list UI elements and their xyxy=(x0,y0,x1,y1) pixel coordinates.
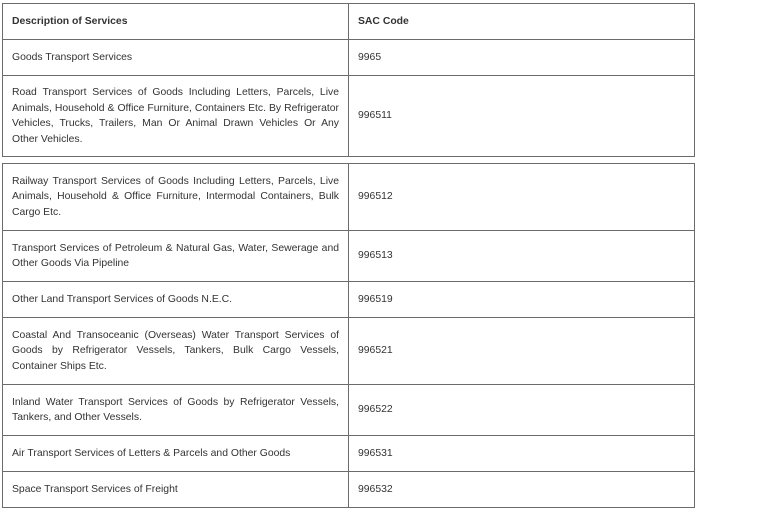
description-cell: Coastal And Transoceanic (Overseas) Water Transport Services of Goods by Refrigerator Vessels, Tankers, Bulk Cargo Vessels, Container Ships Etc. xyxy=(3,318,349,385)
sac-code-cell: 996512 xyxy=(349,164,695,231)
table-row xyxy=(3,318,695,385)
header-description: Description of Services xyxy=(3,4,349,40)
sac-code-cell: 996513 xyxy=(349,231,695,282)
description-cell: Air Transport Services of Letters & Parcels and Other Goods xyxy=(3,436,349,472)
sac-code-cell: 996522 xyxy=(349,385,695,436)
description-cell: Transport Services of Petroleum & Natural Gas, Water, Sewerage and Other Goods Via Pipeline xyxy=(3,231,349,282)
table-row xyxy=(3,472,695,508)
table-row xyxy=(3,40,695,76)
description-cell: Railway Transport Services of Goods Including Letters, Parcels, Live Animals, Household & Office Furniture, Intermodal Containers, Bulk Cargo Etc. xyxy=(3,164,349,231)
sac-table-part-2 xyxy=(2,163,695,508)
header-sac-code: SAC Code xyxy=(349,4,695,40)
sac-code-cell: 996511 xyxy=(349,76,695,157)
sac-code-cell: 996519 xyxy=(349,282,695,318)
description-cell: Inland Water Transport Services of Goods by Refrigerator Vessels, Tankers, and Other Vessels. xyxy=(3,385,349,436)
table-row xyxy=(3,385,695,436)
sac-code-cell: 996531 xyxy=(349,436,695,472)
table-row xyxy=(3,282,695,318)
description-cell: Space Transport Services of Freight xyxy=(3,472,349,508)
table-row xyxy=(3,76,695,157)
sac-table-part-1 xyxy=(2,3,695,157)
description-cell: Goods Transport Services xyxy=(3,40,349,76)
table-row xyxy=(3,436,695,472)
sac-code-cell: 996521 xyxy=(349,318,695,385)
table-header-row xyxy=(3,4,695,40)
description-cell: Road Transport Services of Goods Including Letters, Parcels, Live Animals, Household & Office Furniture, Containers Etc. By Refrigerator Vehicles, Trucks, Trailers, Man Or Animal Drawn Vehicles Or Any Other Vehicles. xyxy=(3,76,349,157)
table-row xyxy=(3,231,695,282)
description-cell: Other Land Transport Services of Goods N.E.C. xyxy=(3,282,349,318)
table-row xyxy=(3,164,695,231)
sac-code-cell: 996532 xyxy=(349,472,695,508)
sac-code-cell: 9965 xyxy=(349,40,695,76)
